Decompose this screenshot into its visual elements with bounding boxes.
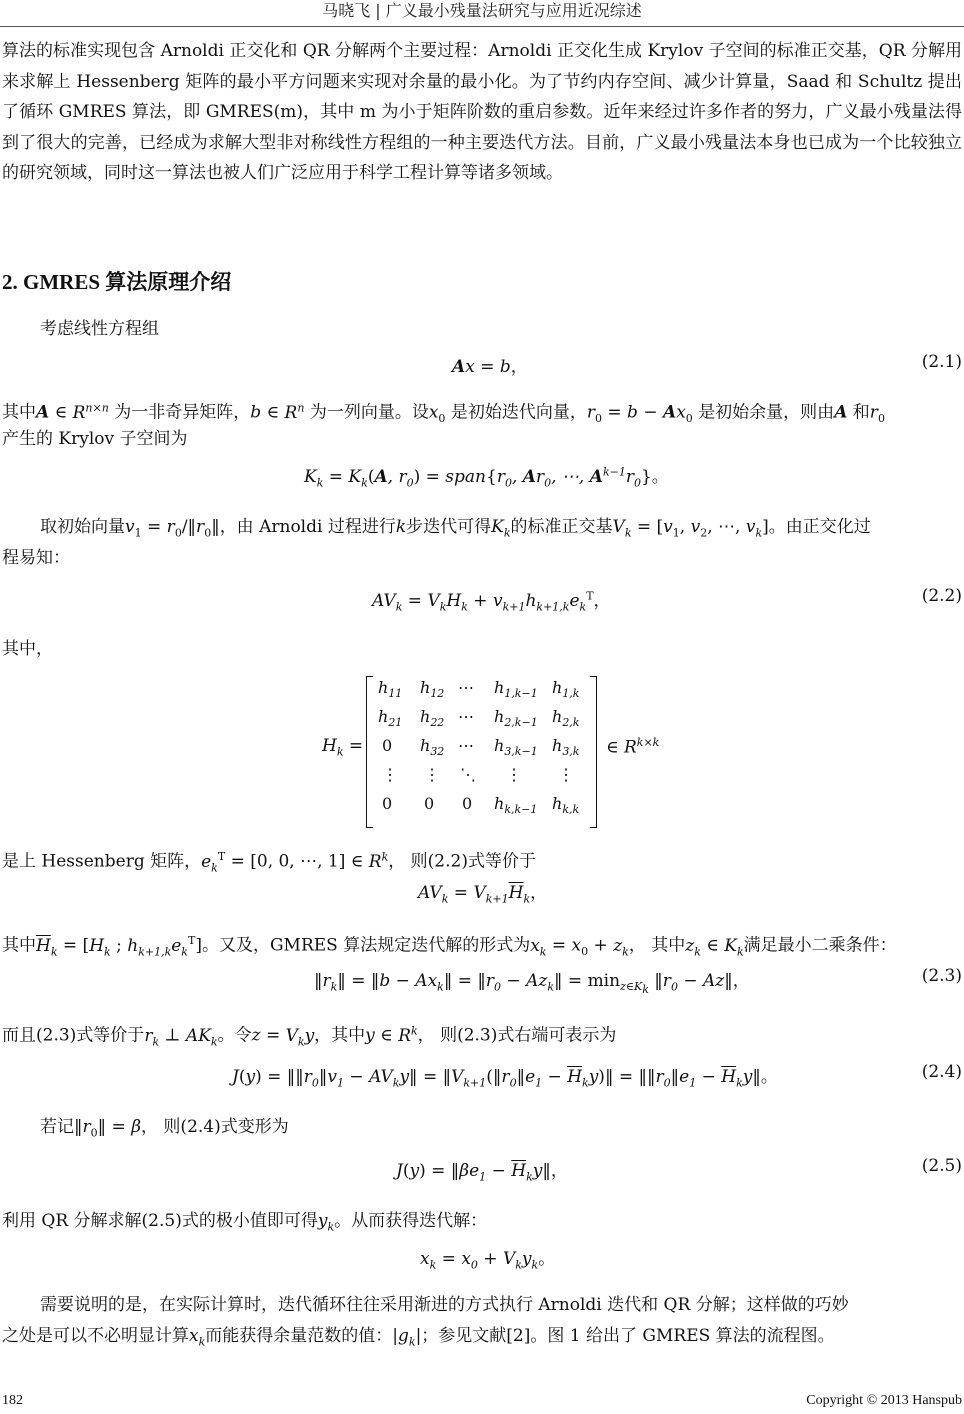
krylov-line: 产生的 Krylov 子空间为: [2, 429, 188, 449]
intro-paragraph: 算法的标准实现包含 Arnoldi 正交化和 QR 分解两个主要过程：Arnoldi 正交化生成 Krylov 子空间的标准正交基，QR 分解用来求解上 Hessenberg 矩阵的最小平方问题来实现对余量的最小化。为了节约内存空间、减少计算量，Saad 和 Schultz 提出了循环 GMRES 算法，即 GMRES(m)，其中 m 为小于矩阵阶数的重启参数。近年来经过许多作者的努力，广义最小残量法得到了很大的完善，已经成为求解大型非对称线性方程组的一种主要迭代方法。目前，广义最小残量法本身也已成为一个比较独立的研究领域，同时这一算法也被人们广泛应用于科学工程计算等诸多领域。: [2, 41, 962, 184]
section-title: 2. GMRES 算法原理介绍: [2, 270, 232, 294]
hessenberg-matrix: $H_k$ = $h_{11}$ $h_{12}$ ⋯ $h_{1,k-1}$ $h_{1,k}$ $h_{21}$ $h_{22}$ ⋯ $h_{2,k-1}$ $h_{2,k}$ 0 $h_{32}$ ⋯ $h_{3,k-1}$ $h_{3,k}$ ⋮ ⋮ ⋱ ⋮ ⋮ 0 0 0 $h_{k,k-1}$ $h_{k,k}$ ∈ $R^{k\times k}$: [322, 676, 682, 826]
equation-number: (2.1): [921, 352, 962, 372]
equation-2-5: $J(y) = ‖\beta e_1$ − $\overline{H}_ky‖$， (2.5): [396, 1156, 962, 1184]
copyright-notice: Copyright © 2013 Hanspub: [806, 1393, 962, 1408]
and-line: 而且(2.3)式等价于$r_k$ ⊥ $AK_k$。令$z = V_ky$，其中y ∈ $R^k$， 则(2.3)式右端可表示为: [2, 1024, 617, 1049]
running-header: 马晓飞 | 广义最小残量法研究与应用近况综述: [322, 1, 642, 20]
equation-2-2: $AV_k = V_kH_k + v_{k+1}h_{k+1,k}e_k^T$， (2.2): [372, 586, 962, 614]
equation-number: (2.3): [921, 966, 962, 986]
where-A-line: 其中A ∈ $R^{n\times n}$ 为一非奇异矩阵，b ∈ $R^n$ 为一列向量。设$x_0$ 是初始迭代向量，$r_0 = b - Ax_0$ 是初始余量，则由A 和$r_0$: [2, 401, 885, 426]
equation-number: (2.2): [921, 586, 962, 606]
where-H-line: 其中$\overline{H}_k = [H_k$ ; $h_{k+1,k}e_k^T$]。又及，GMRES 算法规定迭代解的形式为$x_k = x_0 + z_k$， 其中$z_k$ ∈ $K_k$满足最小二乘条件：: [2, 934, 897, 959]
iteration-solution: $x_k = x_0 + V_ky_k$。: [420, 1249, 556, 1272]
krylov-equation: $K_k = K_k(A$, $r_0$) = $span\{r_0$, $Ar_0$, ⋯, $A^{k-1}r_0$}。: [304, 465, 669, 490]
note-line-2: 之处是可以不必明显计算$x_k$而能获得余量范数的值：$|g_k|$；参见文献[2]。图 1 给出了 GMRES 算法的流程图。: [2, 1326, 835, 1349]
equation-2-4: $J(y) = ‖‖r_0‖v_1$ − $AV_ky‖$ = $‖V_{k+1}(‖r_0‖e_1$ − $\overline{H}_ky)‖$ = $‖‖r_0‖e_1$ − $\overline{H}_ky‖$。 (2.4): [232, 1062, 962, 1090]
equation-number: (2.5): [921, 1156, 962, 1176]
page-number: 182: [2, 1393, 23, 1408]
initial-vector-line: 取初始向量$v_1$ = $r_0/‖r_0‖$，由 Arnoldi 过程进行k步迭代可得$K_k$的标准正交基$V_k = [v_1$, $v_2$, ⋯, $v_k$]。由正交化过: [40, 517, 871, 540]
qr-line: 利用 QR 分解求解(2.5)式的极小值即可得$y_k$。从而获得迭代解：: [2, 1211, 488, 1234]
note-line-1: 需要说明的是，在实际计算时，迭代循环往往采用渐进的方式执行 Arnoldi 迭代和 QR 分解；这样做的巧妙: [40, 1295, 849, 1315]
equation-number: (2.4): [921, 1062, 962, 1082]
equivalent-equation: $AV_k = V_{k+1}\overline{H}_k$，: [418, 883, 548, 906]
where-text: 其中，: [2, 639, 53, 659]
header-rule: [0, 26, 964, 27]
hessenberg-line: 是上 Hessenberg 矩阵，$e_k^T = [0$, 0, ⋯, 1] ∈ $R^k$， 则(2.2)式等价于: [2, 850, 536, 875]
equation-2-3: $‖r_k‖$ = ‖b − $Ax_k‖$ = $‖r_0$ − $Az_k‖ = \min_{z\in K_k}$ $‖r_0$ − Az‖， (2.3): [314, 966, 962, 997]
consider-text: 考虑线性方程组: [40, 319, 159, 339]
orthogonal-line: 程易知：: [2, 548, 70, 568]
equation-2-1: Ax = b， (2.1): [452, 352, 962, 377]
if-line: 若记$‖r_0‖ = \beta$， 则(2.4)式变形为: [40, 1117, 289, 1140]
